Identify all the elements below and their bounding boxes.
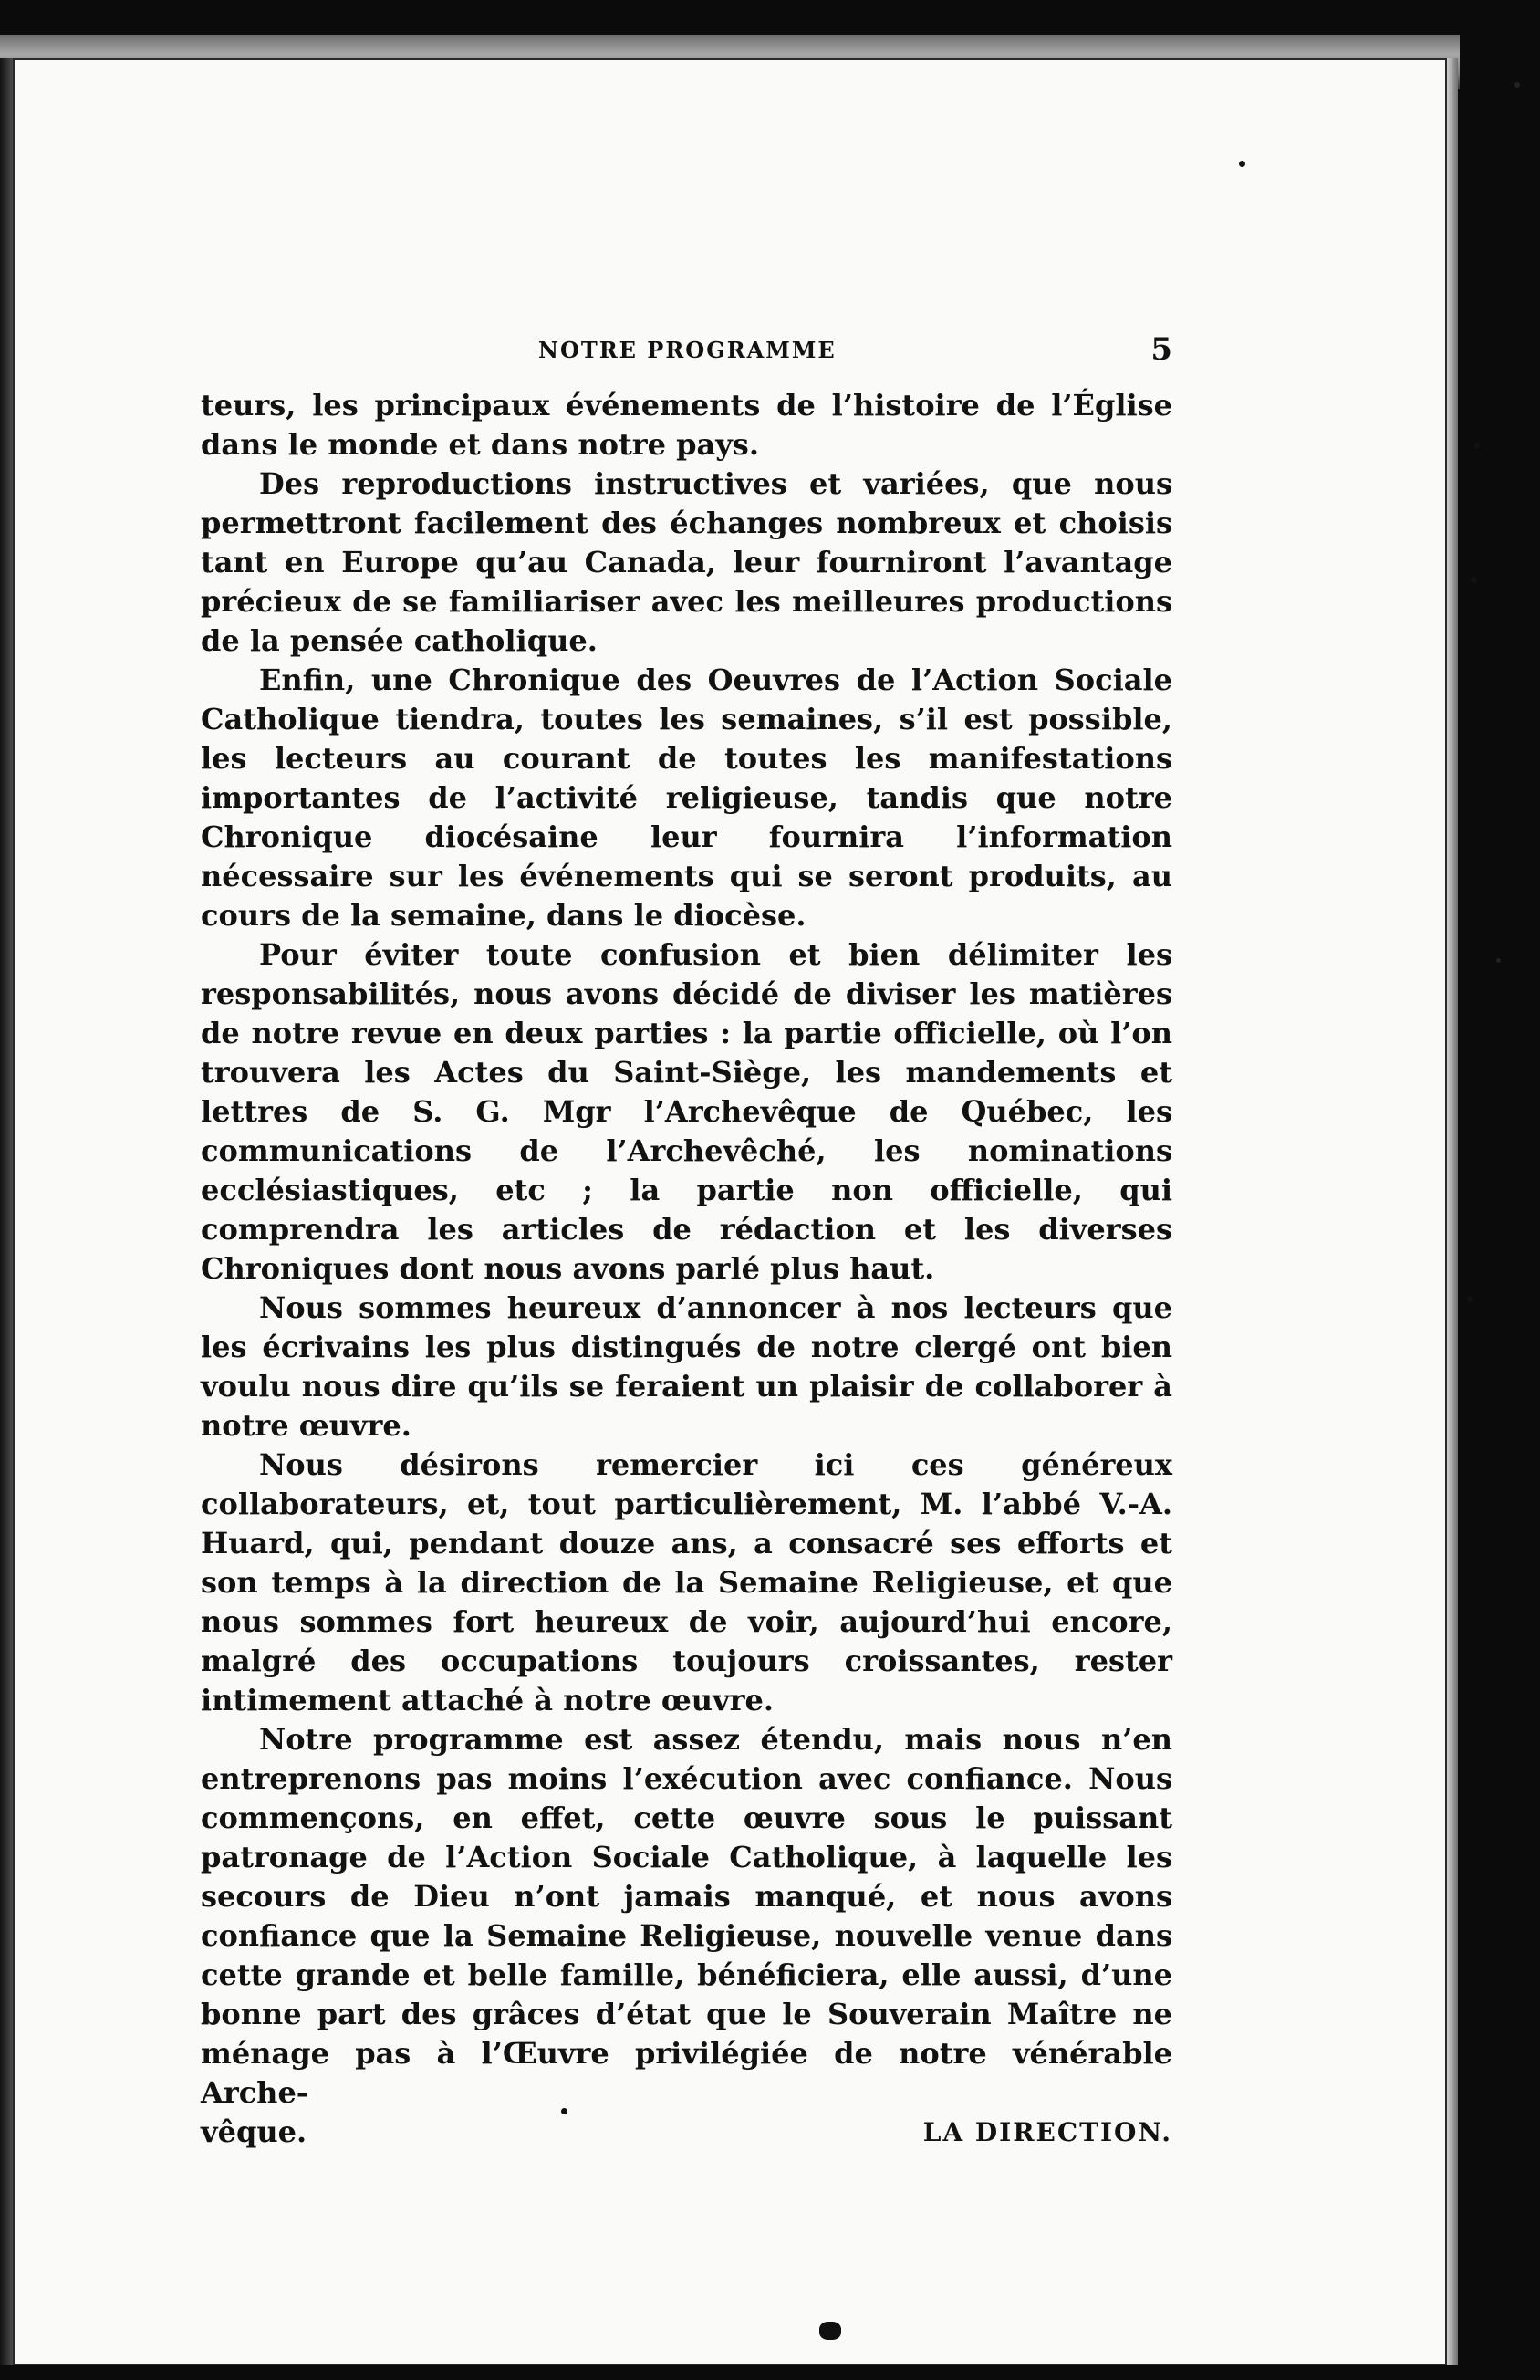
- page-right-edge: [1447, 58, 1458, 2365]
- paragraph-6: Nous désirons remercier ici ces généreux collaborateurs, et, tout particulièrement, M. l’abbé V.-A. Huard, qui, pendant douze ans, a consacré ses efforts et son temps à la direction de la Semaine Religieuse, et que nous sommes fort heureux de voir, aujourd’hui encore, malgré des occupations toujours croissantes, rester intimement attaché à notre œuvre.: [201, 1447, 1172, 1717]
- page-header: [201, 333, 1172, 386]
- closing-line: [201, 2113, 1172, 2152]
- paragraph-3: Enfin, une Chronique des Oeuvres de l’Action Sociale Catholique tiendra, toutes les semaines, s’il est possible, les lecteurs au courant de toutes les manifestations importantes de l’activité religieuse, tandis que notre Chronique diocésaine leur fournira l’information nécessaire sur les événements qui se seront produits, au cours de la semaine, dans le diocèse.: [201, 663, 1172, 933]
- page-number: 5: [1150, 331, 1172, 368]
- signature: LA DIRECTION.: [922, 2117, 1172, 2147]
- paragraph-2: Des reproductions instructives et variées, que nous permettront facilement des échanges nombreux et choisis tant en Europe qu’au Canada, leur fourniront l’avantage précieux de se familiariser avec les meilleures productions de la pensée catholique.: [201, 466, 1172, 658]
- paragraph-5: Nous sommes heureux d’annoncer à nos lecteurs que les écrivains les plus distingués de notre clergé ont bien voulu nous dire qu’ils se feraient un plaisir de collaborer à notre œuvre.: [201, 1290, 1172, 1443]
- paragraph-7: Notre programme est assez étendu, mais nous n’en entreprenons pas moins l’exécution avec confiance. Nous commençons, en effet, cette œuvre sous le puissant patronage de l’Action Sociale Catholique, à laquelle les secours de Dieu n’ont jamais manqué, et nous avons confiance que la Semaine Religieuse, nouvelle venue dans cette grande et belle famille, bénéficiera, elle aussi, d’une bonne part des grâces d’état que le Souverain Maître ne ménage pas à l’Œuvre privilégiée de notre vénérable Arche-: [201, 1722, 1172, 2110]
- scan-dot: [561, 2108, 567, 2114]
- scan-speck: [1496, 958, 1501, 963]
- bottom-page-mark: [819, 2322, 841, 2340]
- scan-dot: [1471, 577, 1477, 583]
- scan-speck: [1514, 82, 1520, 88]
- running-title: NOTRE PROGRAMME: [538, 337, 837, 363]
- paragraph-1: teurs, les principaux événements de l’histoire de l’Église dans le monde et dans notre pays.: [201, 388, 1172, 462]
- closing-word: vêque.: [201, 2114, 307, 2149]
- scan-dot: [1473, 443, 1480, 449]
- document-text-block: [201, 333, 1172, 2152]
- scan-dot: [1239, 161, 1245, 167]
- paragraph-4: Pour éviter toute confusion et bien délimiter les responsabilités, nous avons décidé de diviser les matières de notre revue en deux parties : la partie officielle, où l’on trouvera les Actes du Saint-Siège, les mandements et lettres de S. G. Mgr l’Archevêque de Québec, les communications de l’Archevêché, les nominations ecclésiastiques, etc ; la partie non officielle, qui comprendra les articles de rédaction et les diverses Chroniques dont nous avons parlé plus haut.: [201, 937, 1172, 1286]
- scan-dot: [1467, 1296, 1473, 1302]
